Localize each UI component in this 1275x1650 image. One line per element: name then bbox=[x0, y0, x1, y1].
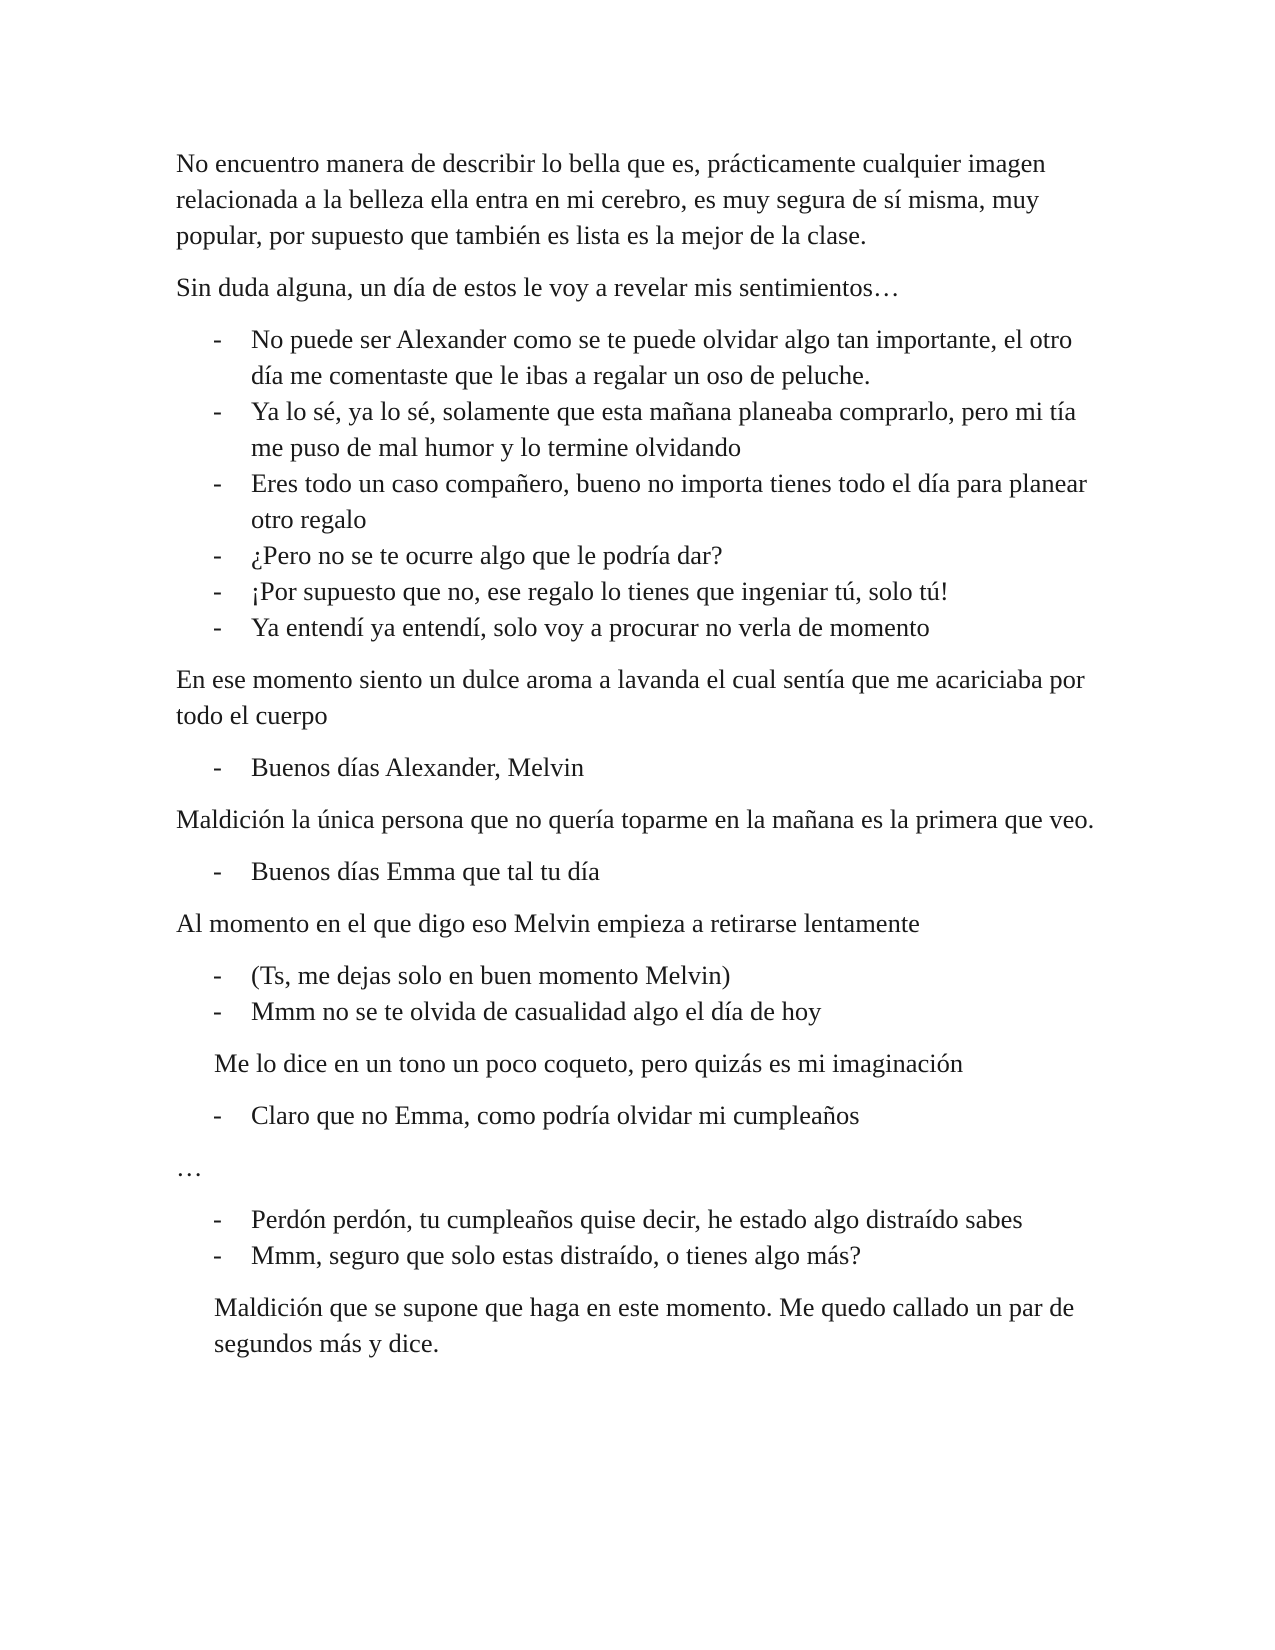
dash-marker: - bbox=[213, 856, 222, 886]
list-item-text: Claro que no Emma, como podría olvidar mi cumpleaños bbox=[251, 1100, 860, 1130]
dash-marker: - bbox=[213, 540, 222, 570]
dash-marker: - bbox=[213, 324, 222, 354]
dialogue-list-5 bbox=[176, 1097, 1096, 1133]
list-item bbox=[176, 573, 1096, 609]
list-item bbox=[176, 393, 1096, 465]
list-item bbox=[176, 465, 1096, 537]
dash-marker: - bbox=[213, 1240, 222, 1270]
list-item bbox=[176, 749, 1096, 785]
dash-marker: - bbox=[213, 996, 222, 1026]
list-item-text: ¿Pero no se te ocurre algo que le podría dar? bbox=[251, 540, 723, 570]
list-item bbox=[176, 853, 1096, 889]
list-item-text: Perdón perdón, tu cumpleaños quise decir, he estado algo distraído sabes bbox=[251, 1204, 1023, 1234]
dash-marker: - bbox=[213, 752, 222, 782]
paragraph-5: Al momento en el que digo eso Melvin empieza a retirarse lentamente bbox=[176, 908, 920, 938]
dash-marker: - bbox=[213, 612, 222, 642]
dash-marker: - bbox=[213, 1204, 222, 1234]
list-item-text: ¡Por supuesto que no, ese regalo lo tienes que ingeniar tú, solo tú! bbox=[251, 576, 949, 606]
list-item bbox=[176, 957, 1096, 993]
dash-marker: - bbox=[213, 468, 222, 498]
list-item-text: Buenos días Alexander, Melvin bbox=[251, 752, 585, 782]
list-item-text: Eres todo un caso compañero, bueno no importa tienes todo el día para planear otro regalo bbox=[251, 468, 1087, 534]
paragraph-3: En ese momento siento un dulce aroma a lavanda el cual sentía que me acariciaba por todo el cuerpo bbox=[176, 664, 1085, 730]
list-item bbox=[176, 537, 1096, 573]
dialogue-list-4 bbox=[176, 957, 1096, 1029]
list-item-text: No puede ser Alexander como se te puede olvidar algo tan importante, el otro día me comentaste que le ibas a regalar un oso de peluche. bbox=[251, 324, 1073, 390]
list-item bbox=[176, 321, 1096, 393]
list-item-text: Mmm no se te olvida de casualidad algo el día de hoy bbox=[251, 996, 822, 1026]
list-item-text: Ya lo sé, ya lo sé, solamente que esta mañana planeaba comprarlo, pero mi tía me puso de mal humor y lo termine olvidando bbox=[251, 396, 1077, 462]
paragraph-2: Sin duda alguna, un día de estos le voy a revelar mis sentimientos… bbox=[176, 272, 900, 302]
list-item-text: (Ts, me dejas solo en buen momento Melvin) bbox=[251, 960, 731, 990]
dash-marker: - bbox=[213, 960, 222, 990]
list-item bbox=[176, 1237, 1096, 1273]
list-item-text: Buenos días Emma que tal tu día bbox=[251, 856, 600, 886]
list-item bbox=[176, 993, 1096, 1029]
dialogue-list-6 bbox=[176, 1201, 1096, 1273]
list-item bbox=[176, 1097, 1096, 1133]
list-item-text: Mmm, seguro que solo estas distraído, o tienes algo más? bbox=[251, 1240, 862, 1270]
dialogue-list-1 bbox=[176, 321, 1096, 645]
list-item bbox=[176, 609, 1096, 645]
ellipsis-line: … bbox=[176, 1152, 203, 1182]
list-item bbox=[176, 1201, 1096, 1237]
dash-marker: - bbox=[213, 576, 222, 606]
dash-marker: - bbox=[213, 396, 222, 426]
paragraph-6: Me lo dice en un tono un poco coqueto, pero quizás es mi imaginación bbox=[214, 1048, 964, 1078]
list-item-text: Ya entendí ya entendí, solo voy a procurar no verla de momento bbox=[251, 612, 930, 642]
document-body bbox=[176, 145, 1096, 1377]
dialogue-list-3 bbox=[176, 853, 1096, 889]
paragraph-4: Maldición la única persona que no quería toparme en la mañana es la primera que veo. bbox=[176, 804, 1095, 834]
paragraph-7: Maldición que se supone que haga en este momento. Me quedo callado un par de segundos más y dice. bbox=[214, 1292, 1075, 1358]
paragraph-1: No encuentro manera de describir lo bella que es, prácticamente cualquier imagen relacionada a la belleza ella entra en mi cerebro, es muy segura de sí misma, muy popular, por supuesto que también es lista es la mejor de la clase. bbox=[176, 148, 1046, 250]
dash-marker: - bbox=[213, 1100, 222, 1130]
dialogue-list-2 bbox=[176, 749, 1096, 785]
